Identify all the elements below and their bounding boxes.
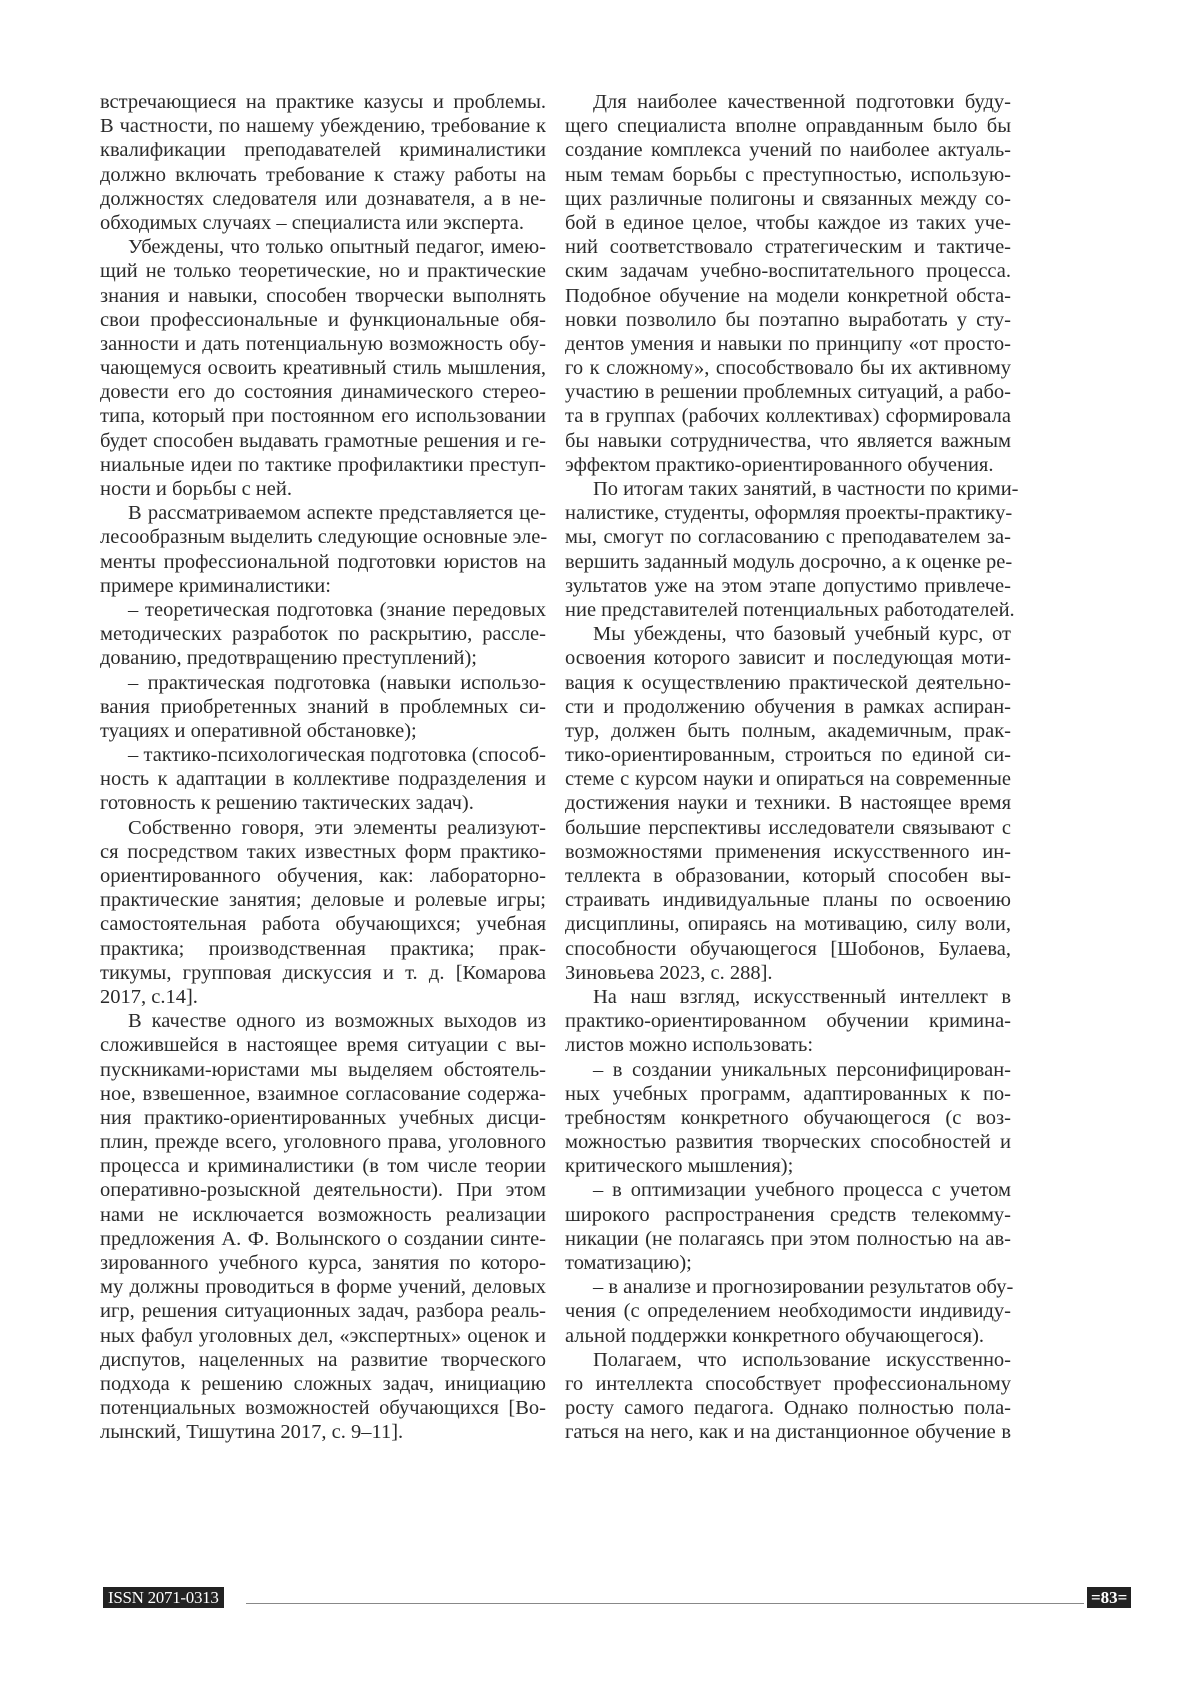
text-line: должно включать требование к стажу работы на — [100, 163, 546, 187]
text-line: ное, взвешенное, взаимное согласование содержа- — [100, 1082, 546, 1106]
text-line: росту самого педагога. Однако полностью пола- — [565, 1396, 1011, 1420]
text-line: освоения которого зависит и последующая моти- — [565, 646, 1011, 670]
text-line: щего специалиста вполне оправданным было бы — [565, 114, 1011, 138]
text-line: ных фабул уголовных дел, «экспертных» оценок и — [100, 1324, 546, 1348]
text-line: менты профессиональной подготовки юристов на — [100, 550, 546, 574]
text-line: новки позволило бы поэтапно выработать у сту- — [565, 308, 1011, 332]
text-line: стеме с курсом науки и опираться на современные — [565, 767, 1011, 791]
text-line: – в анализе и прогнозировании результатов обу- — [565, 1275, 1011, 1299]
text-line: обходимых случаях – специалиста или эксперта. — [100, 211, 546, 235]
text-line: требностям конкретного обучающегося (с воз- — [565, 1106, 1011, 1130]
text-line: сложившейся в настоящее время ситуации с вы- — [100, 1033, 546, 1057]
text-line: чения (с определением необходимости индивиду- — [565, 1299, 1011, 1323]
text-line: ским задачам учебно-воспитательного процесса. — [565, 259, 1011, 283]
paragraph — [100, 816, 546, 1010]
text-line: широкого распространения средств телекомму- — [565, 1203, 1011, 1227]
text-line: та в группах (рабочих коллективах) сформировала — [565, 404, 1011, 428]
text-line: ность к адаптации в коллективе подразделения и — [100, 767, 546, 791]
text-line: – практическая подготовка (навыки использо- — [100, 671, 546, 695]
text-line: гаться на него, как и на дистанционное обучение в — [565, 1420, 1011, 1444]
text-line: – теоретическая подготовка (знание передовых — [100, 598, 546, 622]
text-line: го к сложному», способствовало бы их активному — [565, 356, 1011, 380]
text-line: создание комплекса учений по наиболее актуаль- — [565, 138, 1011, 162]
text-line: Собственно говоря, эти элементы реализуют- — [100, 816, 546, 840]
text-line: знания и навыки, способен творчески выполнять — [100, 284, 546, 308]
text-line: предложения А. Ф. Волынского о создании синте- — [100, 1227, 546, 1251]
text-line: тур, должен быть полным, академичным, прак- — [565, 719, 1011, 743]
text-line: 2017, с.14]. — [100, 985, 546, 1009]
paragraph — [100, 1009, 546, 1444]
text-line: плин, прежде всего, уголовного права, уголовного — [100, 1130, 546, 1154]
text-line: зированного учебного курса, занятия по которо- — [100, 1251, 546, 1275]
text-line: дисциплины, опираясь на мотивацию, силу воли, — [565, 912, 1011, 936]
text-line: налистике, студенты, оформляя проекты-практику- — [565, 501, 1011, 525]
text-line: большие перспективы исследователи связывают с — [565, 816, 1011, 840]
text-line: пускниками-юристами мы выделяем обстоятель- — [100, 1058, 546, 1082]
text-line: свои профессиональные и функциональные обя- — [100, 308, 546, 332]
text-line: сти и продолжению обучения в рамках аспиран- — [565, 695, 1011, 719]
text-line: практические занятия; деловые и ролевые игры; — [100, 888, 546, 912]
text-line: зультатов уже на этом этапе допустимо привлече- — [565, 574, 1011, 598]
text-line: го интеллекта способствует профессиональному — [565, 1372, 1011, 1396]
text-line: ние представителей потенциальных работодателей. — [565, 598, 1011, 622]
text-line: ных учебных программ, адаптированных к по- — [565, 1082, 1011, 1106]
text-line: Мы убеждены, что базовый учебный курс, от — [565, 622, 1011, 646]
text-line: ориентированного обучения, как: лабораторно- — [100, 864, 546, 888]
paragraph — [100, 501, 546, 598]
text-line: страивать индивидуальные планы по освоению — [565, 888, 1011, 912]
text-line: занности и дать потенциальную возможность обу- — [100, 332, 546, 356]
text-line: щий не только теоретические, но и практические — [100, 259, 546, 283]
text-line: никации (не полагаясь при этом полностью на ав- — [565, 1227, 1011, 1251]
text-line: типа, который при постоянном его использовании — [100, 404, 546, 428]
text-column-right — [565, 90, 1011, 1445]
text-line: ниальные идеи по тактике профилактики преступ- — [100, 453, 546, 477]
text-line: В качестве одного из возможных выходов из — [100, 1009, 546, 1033]
text-line: подхода к решению сложных задач, инициацию — [100, 1372, 546, 1396]
text-line: диспутов, нацеленных на развитие творческого — [100, 1348, 546, 1372]
text-line: бой в единое целое, чтобы каждое из таких уче- — [565, 211, 1011, 235]
text-line: тико-ориентированным, строиться по единой си- — [565, 743, 1011, 767]
paragraph — [100, 671, 546, 744]
text-line: теллекта в образовании, который способен вы- — [565, 864, 1011, 888]
text-line: ний соответствовало стратегическим и тактиче- — [565, 235, 1011, 259]
text-line: встречающиеся на практике казусы и проблемы. — [100, 90, 546, 114]
text-line: На наш взгляд, искусственный интеллект в — [565, 985, 1011, 1009]
paragraph — [565, 1178, 1011, 1275]
paragraph — [565, 622, 1011, 985]
footer-divider — [246, 1603, 1084, 1604]
text-line: самостоятельная работа обучающихся; учебная — [100, 912, 546, 936]
text-line: должностях следователя или дознавателя, а в не- — [100, 187, 546, 211]
paragraph — [565, 1275, 1011, 1348]
text-line: Для наиболее качественной подготовки буду- — [565, 90, 1011, 114]
text-column-left — [100, 90, 546, 1445]
issn-label: ISSN 2071-0313 — [103, 1587, 224, 1608]
text-line: примере криминалистики: — [100, 574, 546, 598]
paragraph — [100, 743, 546, 816]
text-line: будет способен выдавать грамотные решения и ге- — [100, 429, 546, 453]
text-line: можностью развития творческих способностей и — [565, 1130, 1011, 1154]
page-number: =83= — [1087, 1587, 1131, 1608]
text-line: листов можно использовать: — [565, 1033, 1011, 1057]
text-line: нами не исключается возможность реализации — [100, 1203, 546, 1227]
text-line: му должны проводиться в форме учений, деловых — [100, 1275, 546, 1299]
text-line: ным темам борьбы с преступностью, использую- — [565, 163, 1011, 187]
text-line: туациях и оперативной обстановке); — [100, 719, 546, 743]
text-line: По итогам таких занятий, в частности по крими- — [565, 477, 1011, 501]
text-line: лынский, Тишутина 2017, с. 9–11]. — [100, 1420, 546, 1444]
text-line: щих различные полигоны и связанных между со- — [565, 187, 1011, 211]
text-line: Убеждены, что только опытный педагог, имею- — [100, 235, 546, 259]
paragraph — [100, 598, 546, 671]
paragraph — [565, 1058, 1011, 1179]
text-line: – в оптимизации учебного процесса с учетом — [565, 1178, 1011, 1202]
text-line: чающемуся освоить креативный стиль мышления, — [100, 356, 546, 380]
text-line: методических разработок по раскрытию, рассле- — [100, 622, 546, 646]
text-line: вания приобретенных знаний в проблемных си- — [100, 695, 546, 719]
text-line: – в создании уникальных персонифицирован- — [565, 1058, 1011, 1082]
text-line: тикумы, групповая дискуссия и т. д. [Комарова — [100, 961, 546, 985]
paragraph — [100, 90, 546, 235]
text-line: дованию, предотвращению преступлений); — [100, 646, 546, 670]
text-line: Подобное обучение на модели конкретной обста- — [565, 284, 1011, 308]
paragraph — [565, 1348, 1011, 1445]
text-line: мы, смогут по согласованию с преподавателем за- — [565, 525, 1011, 549]
text-line: Полагаем, что использование искусственно- — [565, 1348, 1011, 1372]
text-line: критического мышления); — [565, 1154, 1011, 1178]
text-line: оперативно-розыскной деятельности). При этом — [100, 1178, 546, 1202]
paragraph — [100, 235, 546, 501]
text-line: возможностями применения искусственного ин- — [565, 840, 1011, 864]
text-line: процесса и криминалистики (в том числе теории — [100, 1154, 546, 1178]
text-line: В частности, по нашему убеждению, требование к — [100, 114, 546, 138]
paragraph — [565, 477, 1011, 622]
text-line: практико-ориентированном обучении кримина- — [565, 1009, 1011, 1033]
text-line: квалификации преподавателей криминалистики — [100, 138, 546, 162]
text-line: ния практико-ориентированных учебных дисци- — [100, 1106, 546, 1130]
text-line: участию в решении проблемных ситуаций, а рабо- — [565, 380, 1011, 404]
text-line: лесообразным выделить следующие основные эле- — [100, 525, 546, 549]
text-line: потенциальных возможностей обучающихся [Во- — [100, 1396, 546, 1420]
text-line: Зиновьева 2023, с. 288]. — [565, 961, 1011, 985]
text-line: ности и борьбы с ней. — [100, 477, 546, 501]
text-line: практика; производственная практика; прак- — [100, 937, 546, 961]
text-line: – тактико-психологическая подготовка (способ- — [100, 743, 546, 767]
paragraph — [565, 985, 1011, 1058]
text-line: игр, решения ситуационных задач, разбора реаль- — [100, 1299, 546, 1323]
text-line: томатизацию); — [565, 1251, 1011, 1275]
paragraph — [565, 90, 1011, 477]
text-line: готовность к решению тактических задач). — [100, 791, 546, 815]
text-line: бы навыки сотрудничества, что является важным — [565, 429, 1011, 453]
text-line: вершить заданный модуль досрочно, а к оценке ре- — [565, 550, 1011, 574]
text-line: эффектом практико-ориентированного обучения. — [565, 453, 1011, 477]
text-line: способности обучающегося [Шобонов, Булаева, — [565, 937, 1011, 961]
text-line: В рассматриваемом аспекте представляется це- — [100, 501, 546, 525]
text-line: довести его до состояния динамического стерео- — [100, 380, 546, 404]
text-line: дентов умения и навыки по принципу «от просто- — [565, 332, 1011, 356]
text-line: ся посредством таких известных форм практико- — [100, 840, 546, 864]
text-line: вация к осуществлению практической деятельно- — [565, 671, 1011, 695]
text-line: альной поддержки конкретного обучающегося). — [565, 1324, 1011, 1348]
text-line: достижения науки и техники. В настоящее время — [565, 791, 1011, 815]
